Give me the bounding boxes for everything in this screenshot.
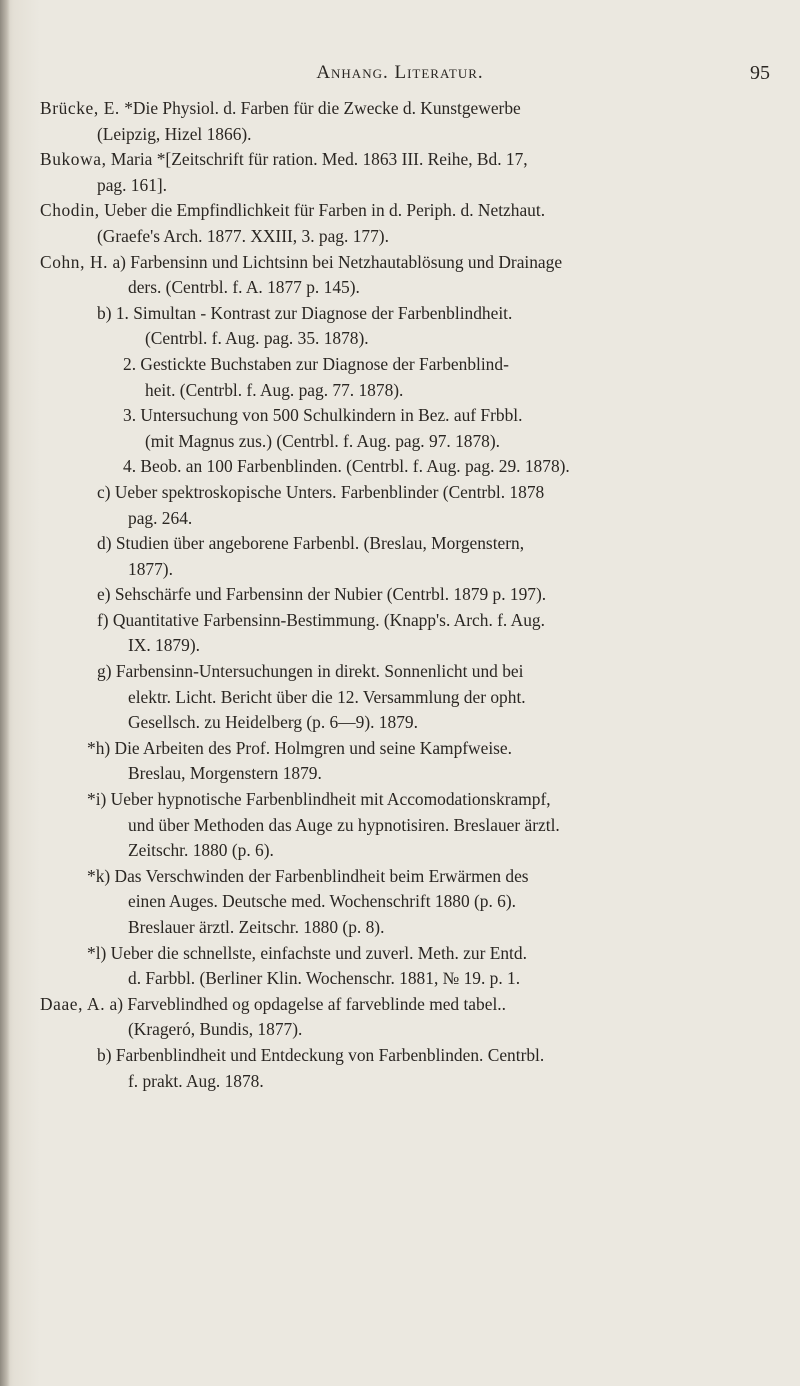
line-text: *l) Ueber die schnellste, einfachste und zuverl. Meth. zur Entd.	[87, 942, 527, 963]
bibliography-line	[40, 301, 790, 327]
line-text: Breslauer ärztl. Zeitschr. 1880 (p. 8).	[128, 917, 385, 937]
line-text: Maria *[Zeitschrift für ration. Med. 1863 III. Reihe, Bd. 17,	[106, 149, 528, 170]
bibliography-line	[40, 1017, 790, 1043]
line-text: Gesellsch. zu Heidelberg (p. 6—9). 1879.	[128, 712, 418, 733]
line-text: 2. Gestickte Buchstaben zur Diagnose der Farbenblind-	[123, 353, 509, 374]
line-text: (Krageró, Bundis, 1877).	[128, 1019, 303, 1040]
bibliography-line	[40, 454, 790, 480]
line-text: Breslau, Morgenstern 1879.	[128, 763, 322, 784]
bibliography-line	[40, 582, 790, 608]
bibliography-line	[40, 198, 790, 224]
line-text: Zeitschr. 1880 (p. 6).	[128, 840, 274, 861]
line-text: f) Quantitative Farbensinn-Bestimmung. (Knapp's. Arch. f. Aug.	[97, 609, 545, 630]
bibliography-line	[40, 96, 790, 122]
author-name: Chodin,	[40, 200, 100, 221]
bibliography-line	[40, 326, 790, 352]
line-text: d. Farbbl. (Berliner Klin. Wochenschr. 1881, № 19. p. 1.	[128, 968, 521, 989]
bibliography-line	[40, 1069, 790, 1095]
line-text: ders. (Centrbl. f. A. 1877 p. 145).	[128, 277, 360, 298]
bibliography-line	[40, 608, 790, 634]
bibliography-line	[40, 685, 790, 711]
author-name: Cohn, H.	[40, 251, 109, 272]
bibliography-line	[40, 889, 790, 915]
bibliography-line	[40, 966, 790, 992]
page-binding-shadow	[0, 0, 10, 1386]
line-text: c) Ueber spektroskopische Unters. Farbenblinder (Centrbl. 1878	[97, 481, 545, 502]
line-text: pag. 264.	[128, 507, 193, 528]
bibliography-line	[40, 1043, 790, 1069]
line-text: *k) Das Verschwinden der Farbenblindheit beim Erwärmen des	[87, 865, 529, 886]
line-text: (Graefe's Arch. 1877. XXIII, 3. pag. 177).	[97, 225, 389, 246]
bibliography-line	[40, 633, 790, 659]
line-text: IX. 1879).	[128, 635, 200, 656]
line-text: (Centrbl. f. Aug. pag. 35. 1878).	[145, 328, 369, 349]
line-text: b) 1. Simultan - Kontrast zur Diagnose der Farbenblindheit.	[97, 302, 513, 323]
line-text: d) Studien über angeborene Farbenbl. (Breslau, Morgenstern,	[97, 533, 525, 554]
bibliography-line	[40, 250, 790, 276]
bibliography-line	[40, 378, 790, 404]
bibliography-line	[40, 275, 790, 301]
bibliography-line	[40, 864, 790, 890]
bibliography-line	[40, 122, 790, 148]
bibliography-line	[40, 736, 790, 762]
author-name: Daae, A.	[40, 993, 106, 1014]
bibliography-line	[40, 941, 790, 967]
bibliography-line	[40, 403, 790, 429]
bibliography-line	[40, 531, 790, 557]
bibliography-entries	[40, 96, 790, 1094]
bibliography-line	[40, 659, 790, 685]
page-header	[0, 62, 800, 92]
line-text: g) Farbensinn-Untersuchungen in direkt. Sonnenlicht und bei	[97, 661, 524, 682]
line-text: elektr. Licht. Bericht über die 12. Versammlung der opht.	[128, 686, 526, 707]
bibliography-line	[40, 480, 790, 506]
line-text: heit. (Centrbl. f. Aug. pag. 77. 1878).	[145, 379, 404, 400]
line-text: und über Methoden das Auge zu hypnotisiren. Breslauer ärztl.	[128, 814, 560, 835]
bibliography-line	[40, 787, 790, 813]
line-text: 1877).	[128, 558, 173, 579]
bibliography-line	[40, 352, 790, 378]
line-text: einen Auges. Deutsche med. Wochenschrift 1880 (p. 6).	[128, 891, 517, 912]
bibliography-line	[40, 429, 790, 455]
line-text: f. prakt. Aug. 1878.	[128, 1070, 264, 1091]
bibliography-line	[40, 147, 790, 173]
line-text: 4. Beob. an 100 Farbenblinden. (Centrbl. f. Aug. pag. 29. 1878).	[123, 456, 570, 477]
page-number: 95	[750, 62, 770, 84]
running-title: Anhang. Literatur.	[316, 62, 484, 83]
line-text: *i) Ueber hypnotische Farbenblindheit mit Accomodationskrampf,	[87, 789, 551, 810]
line-text: (Leipzig, Hizel 1866).	[97, 123, 252, 144]
bibliography-line	[40, 992, 790, 1018]
bibliography-line	[40, 813, 790, 839]
author-name: Brücke, E.	[40, 98, 120, 118]
author-name: Bukowa,	[40, 149, 107, 170]
line-text: *Die Physiol. d. Farben für die Zwecke d. Kunstgewerbe	[119, 98, 521, 118]
line-text: pag. 161].	[97, 174, 168, 195]
bibliography-line	[40, 173, 790, 199]
bibliography-line	[40, 224, 790, 250]
bibliography-line	[40, 915, 790, 941]
line-text: 3. Untersuchung von 500 Schulkindern in Bez. auf Frbbl.	[123, 405, 523, 426]
bibliography-line	[40, 710, 790, 736]
line-text: *h) Die Arbeiten des Prof. Holmgren und seine Kampfweise.	[87, 737, 513, 758]
line-text: b) Farbenblindheit und Entdeckung von Farbenblinden. Centrbl.	[97, 1044, 545, 1065]
line-text: Ueber die Empfindlichkeit für Farben in d. Periph. d. Netzhaut.	[99, 200, 546, 221]
bibliography-line	[40, 838, 790, 864]
line-text: (mit Magnus zus.) (Centrbl. f. Aug. pag. 97. 1878).	[145, 430, 501, 451]
line-text: a) Farveblindhed og opdagelse af farveblinde med tabel..	[105, 993, 506, 1014]
bibliography-line	[40, 761, 790, 787]
bibliography-line	[40, 506, 790, 532]
line-text: a) Farbensinn und Lichtsinn bei Netzhautablösung und Drainage	[108, 251, 563, 272]
line-text: e) Sehschärfe und Farbensinn der Nubier (Centrbl. 1879 p. 197).	[97, 584, 547, 605]
bibliography-line	[40, 557, 790, 583]
